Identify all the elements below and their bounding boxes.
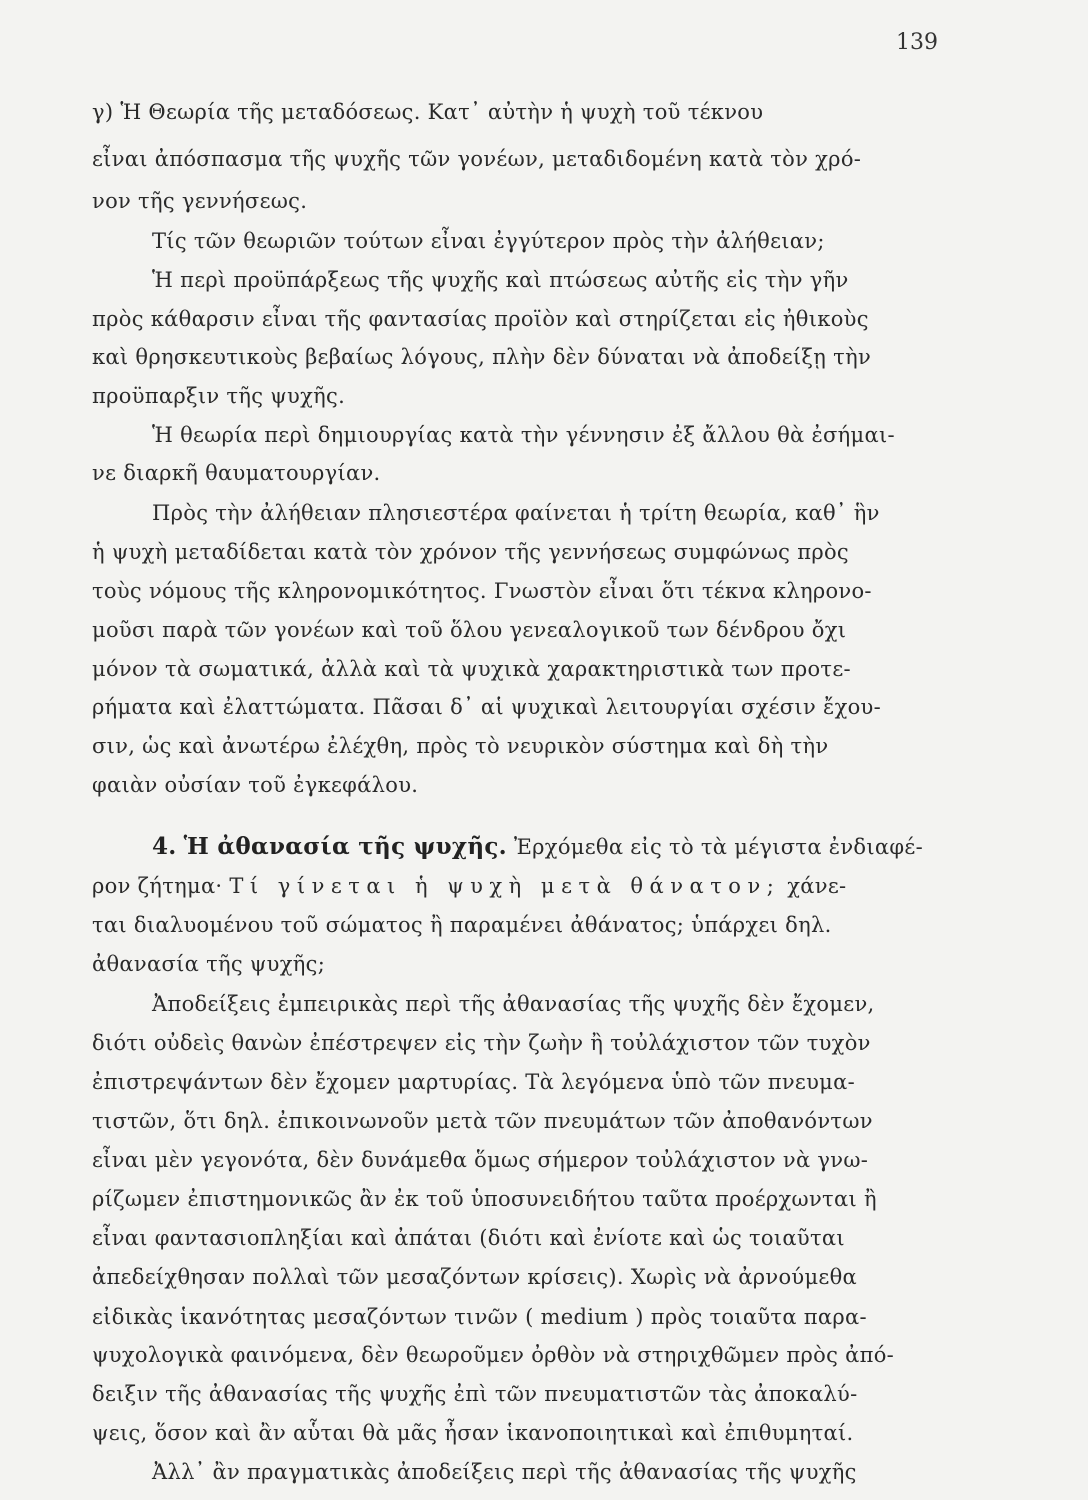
emphasized-question: Τί γίνεται ἡ ψυχὴ μετὰ θάνατον; xyxy=(229,874,781,898)
text-line: ρήματα καὶ ἐλαττώματα. Πᾶσαι δ᾽ αἱ ψυχικαὶ λειτουργίαι σχέσιν ἔχου- xyxy=(92,695,881,719)
text-line: νον τῆς γεννήσεως. xyxy=(92,189,308,213)
section-number: 4. xyxy=(152,833,177,860)
text-line: προϋπαρξιν τῆς ψυχῆς. xyxy=(92,384,346,408)
text-line: σιν, ὡς καὶ ἀνωτέρω ἐλέχθη, πρὸς τὸ νευρικὸν σύστημα καὶ δὴ τὴν xyxy=(92,734,829,758)
text-line: ται διαλυομένου τοῦ σώματος ἢ παραμένει ἀθάνατος; ὑπάρχει δηλ. xyxy=(92,913,832,937)
text-line: ρίζωμεν ἐπιστημονικῶς ἂν ἐκ τοῦ ὑποσυνειδήτου ταῦτα προέρχωνται ἢ xyxy=(92,1187,877,1211)
text-line: διότι οὐδεὶς θανὼν ἐπέστρεψεν εἰς τὴν ζωὴν ἢ τοὐλάχιστον τῶν τυχὸν xyxy=(92,1031,871,1055)
text-line: Τίς τῶν θεωριῶν τούτων εἶναι ἐγγύτερον πρὸς τὴν ἀλήθειαν; xyxy=(152,229,825,253)
page-number: 139 xyxy=(896,30,938,55)
text-line: γ) Ἡ Θεωρία τῆς μεταδόσεως. Κατ᾽ αὐτὴν ἡ ψυχὴ τοῦ τέκνου xyxy=(92,100,764,124)
text-fragment: ρον ζήτημα· xyxy=(92,874,223,898)
text-fragment: χάνε- xyxy=(787,874,847,898)
text-line: εἶναι μὲν γεγονότα, δὲν δυνάμεθα ὅμως σήμερον τοὐλάχιστον νὰ γνω- xyxy=(92,1148,869,1172)
text-line: καὶ θρησκευτικοὺς βεβαίως λόγους, πλὴν δὲν δύναται νὰ ἀποδείξῃ τὴν xyxy=(92,345,872,369)
text-line: νε διαρκῆ θαυματουργίαν. xyxy=(92,461,381,485)
text-line: ἐπιστρεψάντων δὲν ἔχομεν μαρτυρίας. Τὰ λεγόμενα ὑπὸ τῶν πνευμα- xyxy=(92,1070,855,1094)
text-line: Ἡ θεωρία περὶ δημιουργίας κατὰ τὴν γέννησιν ἐξ ἄλλου θὰ ἐσήμαι- xyxy=(152,423,895,447)
text-line: ἀθανασία τῆς ψυχῆς; xyxy=(92,952,326,976)
text-line: ἀπεδείχθησαν πολλαὶ τῶν μεσαζόντων κρίσεις). Χωρὶς νὰ ἀρνούμεθα xyxy=(92,1265,858,1289)
text-line: μοῦσι παρὰ τῶν γονέων καὶ τοῦ ὅλου γενεαλογικοῦ των δένδρου ὄχι xyxy=(92,618,847,642)
text-line: εἶναι φαντασιοπληξίαι καὶ ἀπάται (διότι καὶ ἐνίοτε καὶ ὡς τοιαῦται xyxy=(92,1226,845,1250)
section-intro-text: Ἐρχόμεθα εἰς τὸ τὰ μέγιστα ἐνδιαφέ- xyxy=(513,835,923,859)
text-line: εἶναι ἀπόσπασμα τῆς ψυχῆς τῶν γονέων, μεταδιδομένη κατὰ τὸν χρό- xyxy=(92,147,862,171)
text-line: φαιὰν οὐσίαν τοῦ ἐγκεφάλου. xyxy=(92,773,419,797)
text-line: μόνον τὰ σωματικά, ἀλλὰ καὶ τὰ ψυχικὰ χαρακτηριστικὰ των προτε- xyxy=(92,657,851,681)
text-line: ψεις, ὅσον καὶ ἂν αὗται θὰ μᾶς ἦσαν ἱκανοποιητικαὶ καὶ ἐπιθυμηταί. xyxy=(92,1421,854,1445)
text-line: Ἡ περὶ προϋπάρξεως τῆς ψυχῆς καὶ πτώσεως αὐτῆς εἰς τὴν γῆν xyxy=(152,268,849,292)
text-line: τιστῶν, ὅτι δηλ. ἐπικοινωνοῦν μετὰ τῶν πνευμάτων τῶν ἀποθανόντων xyxy=(92,1109,873,1133)
text-line: πρὸς κάθαρσιν εἶναι τῆς φαντασίας προϊὸν καὶ στηρίζεται εἰς ἠθικοὺς xyxy=(92,307,869,331)
text-line: εἰδικὰς ἱκανότητας μεσαζόντων τινῶν ( medium ) πρὸς τοιαῦτα παρα- xyxy=(92,1305,867,1329)
section-second-line xyxy=(92,871,846,901)
text-line: τοὺς νόμους τῆς κληρονομικότητος. Γνωστὸν εἶναι ὅτι τέκνα κληρονο- xyxy=(92,579,872,603)
text-line: ἡ ψυχὴ μεταδίδεται κατὰ τὸν χρόνον τῆς γεννήσεως συμφώνως πρὸς xyxy=(92,540,849,564)
section-title: Ἡ ἀθανασία τῆς ψυχῆς. xyxy=(183,833,507,860)
text-line: Πρὸς τὴν ἀλήθειαν πλησιεστέρα φαίνεται ἡ τρίτη θεωρία, καθ᾽ ἣν xyxy=(152,501,880,525)
text-line: ψυχολογικὰ φαινόμενα, δὲν θεωροῦμεν ὀρθὸν νὰ στηριχθῶμεν πρὸς ἀπό- xyxy=(92,1343,895,1367)
text-line: Ἀποδείξεις ἐμπειρικὰς περὶ τῆς ἀθανασίας τῆς ψυχῆς δὲν ἔχομεν, xyxy=(152,992,875,1016)
section-heading-line xyxy=(152,832,923,862)
text-line: δειξιν τῆς ἀθανασίας τῆς ψυχῆς ἐπὶ τῶν πνευματιστῶν τὰς ἀποκαλύ- xyxy=(92,1382,858,1406)
text-line: Ἀλλ᾽ ἂν πραγματικὰς ἀποδείξεις περὶ τῆς ἀθανασίας τῆς ψυχῆς xyxy=(152,1460,857,1484)
